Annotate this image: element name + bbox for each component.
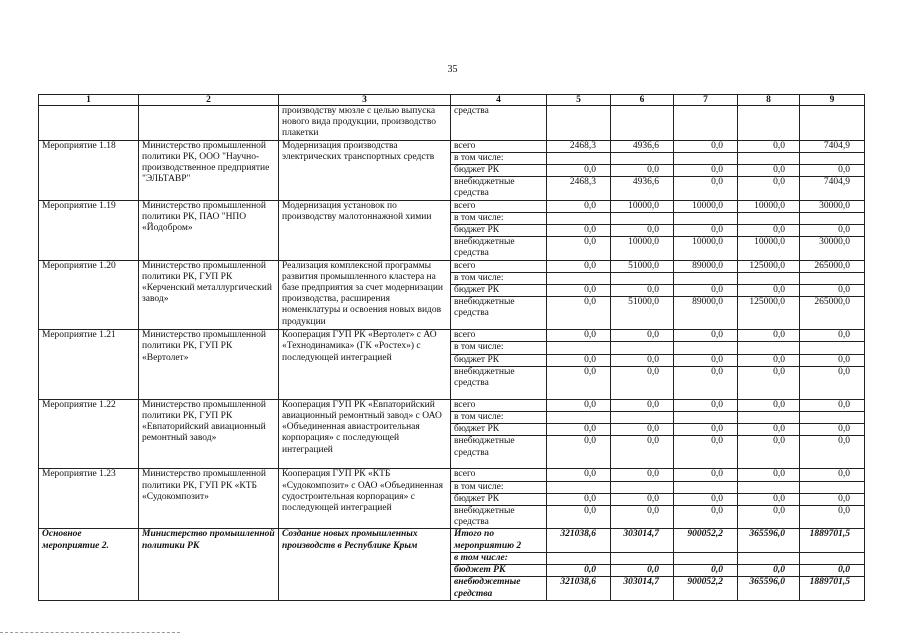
measure-description: Реализация комплексной программы развития промышленного кластера на базе предприятия за счет модернизации производства, расширения номенклатуры и освоения новых видов продукции bbox=[279, 260, 451, 330]
value-cell: 0,0 bbox=[611, 330, 674, 342]
value-cell bbox=[800, 342, 865, 354]
value-cell bbox=[547, 342, 611, 354]
value-cell bbox=[674, 412, 738, 424]
value-cell bbox=[547, 272, 611, 284]
value-cell bbox=[800, 552, 865, 564]
table-row bbox=[39, 469, 865, 481]
measure-name: Мероприятие 1.21 bbox=[39, 330, 139, 400]
indicator-label: бюджет РК bbox=[451, 565, 547, 577]
value-cell: 0,0 bbox=[738, 366, 800, 399]
header-cell: 2 bbox=[139, 95, 279, 106]
measure-description: Кооперация ГУП РК «КТБ «Судокомпозит» с ОАО «Объединенная судостроительная корпорация» с последующей интеграцией bbox=[279, 469, 451, 529]
continuation-row bbox=[39, 106, 865, 141]
value-cell: 0,0 bbox=[674, 493, 738, 505]
value-cell: 0,0 bbox=[738, 399, 800, 411]
value-cell: 0,0 bbox=[547, 225, 611, 237]
table-row bbox=[39, 399, 865, 411]
indicator-label: всего bbox=[451, 200, 547, 212]
value-cell: 7404,9 bbox=[800, 177, 865, 200]
value-cell: 0,0 bbox=[800, 165, 865, 177]
value-cell: 0,0 bbox=[738, 436, 800, 469]
value-cell: 365596,0 bbox=[738, 529, 800, 552]
value-cell bbox=[738, 272, 800, 284]
value-cell bbox=[611, 412, 674, 424]
indicator-label: всего bbox=[451, 260, 547, 272]
value-cell bbox=[611, 152, 674, 164]
indicator-label: всего bbox=[451, 399, 547, 411]
value-cell: 0,0 bbox=[738, 225, 800, 237]
value-cell: 0,0 bbox=[674, 354, 738, 366]
indicator-label: в том числе: bbox=[451, 552, 547, 564]
value-cell: 265000,0 bbox=[800, 297, 865, 330]
value-cell: 0,0 bbox=[800, 285, 865, 297]
measure-name: Основное мероприятие 2. bbox=[39, 529, 139, 600]
value-cell bbox=[611, 272, 674, 284]
value-cell: 0,0 bbox=[547, 237, 611, 260]
value-cell: 0,0 bbox=[800, 330, 865, 342]
value-cell: 0,0 bbox=[611, 565, 674, 577]
indicator-label: всего bbox=[451, 469, 547, 481]
indicator-label: бюджет РК bbox=[451, 285, 547, 297]
page-number: 35 bbox=[447, 64, 458, 75]
indicator-label: бюджет РК bbox=[451, 493, 547, 505]
value-cell bbox=[738, 342, 800, 354]
value-cell: 900052,2 bbox=[674, 577, 738, 600]
value-cell bbox=[674, 152, 738, 164]
value-cell: 30000,0 bbox=[800, 237, 865, 260]
indicator-label: в том числе: bbox=[451, 342, 547, 354]
program-table bbox=[38, 94, 865, 601]
table-row bbox=[39, 200, 865, 212]
indicator-label: бюджет РК bbox=[451, 165, 547, 177]
value-cell: 0,0 bbox=[547, 493, 611, 505]
value-cell bbox=[611, 342, 674, 354]
value-cell bbox=[611, 481, 674, 493]
value-cell: 0,0 bbox=[800, 399, 865, 411]
indicator-label: бюджет РК bbox=[451, 225, 547, 237]
value-cell: 265000,0 bbox=[800, 260, 865, 272]
value-cell: 0,0 bbox=[611, 399, 674, 411]
value-cell: 0,0 bbox=[547, 565, 611, 577]
value-cell: 0,0 bbox=[738, 330, 800, 342]
value-cell: 0,0 bbox=[547, 354, 611, 366]
value-cell: 0,0 bbox=[674, 225, 738, 237]
value-cell: 0,0 bbox=[800, 436, 865, 469]
value-cell: 10000,0 bbox=[674, 237, 738, 260]
table-row bbox=[39, 260, 865, 272]
value-cell: 0,0 bbox=[611, 354, 674, 366]
value-cell: 125000,0 bbox=[738, 297, 800, 330]
value-cell: 0,0 bbox=[738, 140, 800, 152]
value-cell: 0,0 bbox=[674, 285, 738, 297]
value-cell: 0,0 bbox=[611, 424, 674, 436]
value-cell: 303014,7 bbox=[611, 577, 674, 600]
measure-executor: Министерство промышленной политики РК, ГУП РК «КТБ «Судокомпозит» bbox=[139, 469, 279, 529]
value-cell: 0,0 bbox=[547, 399, 611, 411]
value-cell: 0,0 bbox=[547, 469, 611, 481]
indicator-label: бюджет РК bbox=[451, 424, 547, 436]
indicator-label: в том числе: bbox=[451, 212, 547, 224]
value-cell: 0,0 bbox=[738, 177, 800, 200]
measure-name: Мероприятие 1.20 bbox=[39, 260, 139, 330]
value-cell: 0,0 bbox=[800, 424, 865, 436]
value-cell bbox=[674, 212, 738, 224]
value-cell: 2468,3 bbox=[547, 177, 611, 200]
value-cell bbox=[611, 552, 674, 564]
value-cell: 0,0 bbox=[674, 330, 738, 342]
measure-name: Мероприятие 1.19 bbox=[39, 200, 139, 260]
indicator-label: всего bbox=[451, 140, 547, 152]
indicator-label: в том числе: bbox=[451, 272, 547, 284]
indicator-label: внебюджетные средства bbox=[451, 577, 547, 600]
value-cell: 0,0 bbox=[547, 200, 611, 212]
value-cell: 0,0 bbox=[800, 469, 865, 481]
header-cell: 7 bbox=[674, 95, 738, 106]
value-cell: 0,0 bbox=[800, 225, 865, 237]
table-row bbox=[39, 330, 865, 342]
value-cell: 321038,6 bbox=[547, 529, 611, 552]
header-row bbox=[39, 95, 865, 106]
value-cell: 0,0 bbox=[738, 165, 800, 177]
value-cell: 0,0 bbox=[738, 565, 800, 577]
measure-executor: Министерство промышленной политики РК, ООО "Научно-производственное предприятие "ЭЛЬТАВР" bbox=[139, 140, 279, 200]
value-cell: 0,0 bbox=[547, 260, 611, 272]
value-cell: 0,0 bbox=[547, 424, 611, 436]
value-cell: 0,0 bbox=[738, 354, 800, 366]
indicator-label: бюджет РК bbox=[451, 354, 547, 366]
measure-name: Мероприятие 1.22 bbox=[39, 399, 139, 469]
value-cell: 0,0 bbox=[800, 506, 865, 529]
value-cell: 10000,0 bbox=[611, 237, 674, 260]
value-cell: 0,0 bbox=[547, 366, 611, 399]
measure-name: Мероприятие 1.23 bbox=[39, 469, 139, 529]
value-cell: 51000,0 bbox=[611, 297, 674, 330]
value-cell: 0,0 bbox=[611, 285, 674, 297]
table-row bbox=[39, 140, 865, 152]
value-cell: 51000,0 bbox=[611, 260, 674, 272]
indicator-label: в том числе: bbox=[451, 152, 547, 164]
value-cell: 0,0 bbox=[800, 493, 865, 505]
value-cell bbox=[800, 412, 865, 424]
value-cell: 0,0 bbox=[738, 506, 800, 529]
value-cell bbox=[547, 152, 611, 164]
value-cell bbox=[547, 212, 611, 224]
value-cell: 0,0 bbox=[547, 436, 611, 469]
value-cell: 0,0 bbox=[674, 165, 738, 177]
value-cell bbox=[674, 552, 738, 564]
value-cell: 0,0 bbox=[611, 506, 674, 529]
measure-name: Мероприятие 1.18 bbox=[39, 140, 139, 200]
value-cell: 4936,6 bbox=[611, 140, 674, 152]
value-cell bbox=[674, 342, 738, 354]
measure-description: Создание новых промышленных производств в Республике Крым bbox=[279, 529, 451, 600]
measure-description: Модернизация производства электрических транспортных средств bbox=[279, 140, 451, 200]
value-cell: 4936,6 bbox=[611, 177, 674, 200]
value-cell: 0,0 bbox=[611, 436, 674, 469]
value-cell: 125000,0 bbox=[738, 260, 800, 272]
value-cell bbox=[738, 481, 800, 493]
header-cell: 6 bbox=[611, 95, 674, 106]
indicator-label: в том числе: bbox=[451, 481, 547, 493]
continuation-indicator: средства bbox=[451, 106, 547, 141]
value-cell: 0,0 bbox=[674, 565, 738, 577]
header-cell: 5 bbox=[547, 95, 611, 106]
value-cell: 0,0 bbox=[674, 424, 738, 436]
indicator-label: внебюджетные средства bbox=[451, 506, 547, 529]
value-cell: 30000,0 bbox=[800, 200, 865, 212]
value-cell: 0,0 bbox=[738, 285, 800, 297]
value-cell: 0,0 bbox=[547, 165, 611, 177]
value-cell: 0,0 bbox=[738, 493, 800, 505]
value-cell: 303014,7 bbox=[611, 529, 674, 552]
value-cell: 365596,0 bbox=[738, 577, 800, 600]
measure-description: Кооперация ГУП РК «Евпаторийский авиационный ремонтный завод» с ОАО «Объединенная авиастроительная корпорация» с последующей интеграцией bbox=[279, 399, 451, 469]
value-cell: 0,0 bbox=[674, 140, 738, 152]
value-cell: 0,0 bbox=[738, 469, 800, 481]
value-cell bbox=[547, 481, 611, 493]
value-cell: 0,0 bbox=[547, 297, 611, 330]
measure-executor: Министерство промышленной политики РК, ПАО "НПО «Йодобром» bbox=[139, 200, 279, 260]
value-cell: 0,0 bbox=[800, 565, 865, 577]
measure-description: Модернизация установок по производству малотоннажной химии bbox=[279, 200, 451, 260]
header-cell: 3 bbox=[279, 95, 451, 106]
value-cell: 7404,9 bbox=[800, 140, 865, 152]
value-cell: 0,0 bbox=[674, 366, 738, 399]
indicator-label: внебюджетные средства bbox=[451, 366, 547, 399]
value-cell: 10000,0 bbox=[611, 200, 674, 212]
value-cell: 0,0 bbox=[611, 225, 674, 237]
value-cell bbox=[547, 412, 611, 424]
value-cell: 0,0 bbox=[674, 469, 738, 481]
value-cell: 10000,0 bbox=[674, 200, 738, 212]
value-cell: 0,0 bbox=[611, 165, 674, 177]
value-cell: 0,0 bbox=[674, 506, 738, 529]
footer-line bbox=[0, 632, 180, 637]
value-cell: 89000,0 bbox=[674, 297, 738, 330]
value-cell bbox=[800, 152, 865, 164]
value-cell: 89000,0 bbox=[674, 260, 738, 272]
header-cell: 1 bbox=[39, 95, 139, 106]
indicator-label: внебюджетные средства bbox=[451, 177, 547, 200]
indicator-label: внебюджетные средства bbox=[451, 237, 547, 260]
indicator-label: в том числе: bbox=[451, 412, 547, 424]
value-cell: 0,0 bbox=[611, 366, 674, 399]
value-cell bbox=[800, 212, 865, 224]
value-cell bbox=[738, 412, 800, 424]
value-cell: 1889701,5 bbox=[800, 529, 865, 552]
value-cell: 2468,3 bbox=[547, 140, 611, 152]
value-cell bbox=[800, 272, 865, 284]
header-cell: 9 bbox=[800, 95, 865, 106]
indicator-label: Итого по мероприятию 2 bbox=[451, 529, 547, 552]
indicator-label: всего bbox=[451, 330, 547, 342]
value-cell bbox=[674, 272, 738, 284]
value-cell: 0,0 bbox=[800, 366, 865, 399]
value-cell bbox=[611, 212, 674, 224]
value-cell bbox=[800, 481, 865, 493]
value-cell: 10000,0 bbox=[738, 237, 800, 260]
indicator-label: внебюджетные средства bbox=[451, 436, 547, 469]
continuation-description: производству мюзле с целью выпуска нового вида продукции, производство плакетки bbox=[279, 106, 451, 141]
value-cell: 0,0 bbox=[674, 177, 738, 200]
table-row bbox=[39, 529, 865, 552]
value-cell: 0,0 bbox=[547, 506, 611, 529]
value-cell: 10000,0 bbox=[738, 200, 800, 212]
value-cell: 900052,2 bbox=[674, 529, 738, 552]
value-cell: 321038,6 bbox=[547, 577, 611, 600]
header-cell: 4 bbox=[451, 95, 547, 106]
value-cell bbox=[674, 481, 738, 493]
measure-executor: Министерство промышленной политики РК, ГУП РК «Керченский металлургический завод» bbox=[139, 260, 279, 330]
value-cell bbox=[738, 152, 800, 164]
header-cell: 8 bbox=[738, 95, 800, 106]
measure-description: Кооперация ГУП РК «Вертолет» с АО «Технодинамика» (ГК «Ростех») с последующей интеграцией bbox=[279, 330, 451, 400]
value-cell bbox=[738, 552, 800, 564]
measure-executor: Министерство промышленной политики РК, ГУП РК «Вертолет» bbox=[139, 330, 279, 400]
value-cell: 0,0 bbox=[800, 354, 865, 366]
value-cell bbox=[547, 552, 611, 564]
value-cell bbox=[738, 212, 800, 224]
value-cell: 0,0 bbox=[611, 469, 674, 481]
value-cell: 1889701,5 bbox=[800, 577, 865, 600]
value-cell: 0,0 bbox=[674, 436, 738, 469]
value-cell: 0,0 bbox=[547, 330, 611, 342]
value-cell: 0,0 bbox=[547, 285, 611, 297]
measure-executor: Министерство промышленной политики РК bbox=[139, 529, 279, 600]
measure-executor: Министерство промышленной политики РК, ГУП РК «Евпаторийский авиационный ремонтный завод» bbox=[139, 399, 279, 469]
value-cell: 0,0 bbox=[611, 493, 674, 505]
indicator-label: внебюджетные средства bbox=[451, 297, 547, 330]
value-cell: 0,0 bbox=[674, 399, 738, 411]
value-cell: 0,0 bbox=[738, 424, 800, 436]
